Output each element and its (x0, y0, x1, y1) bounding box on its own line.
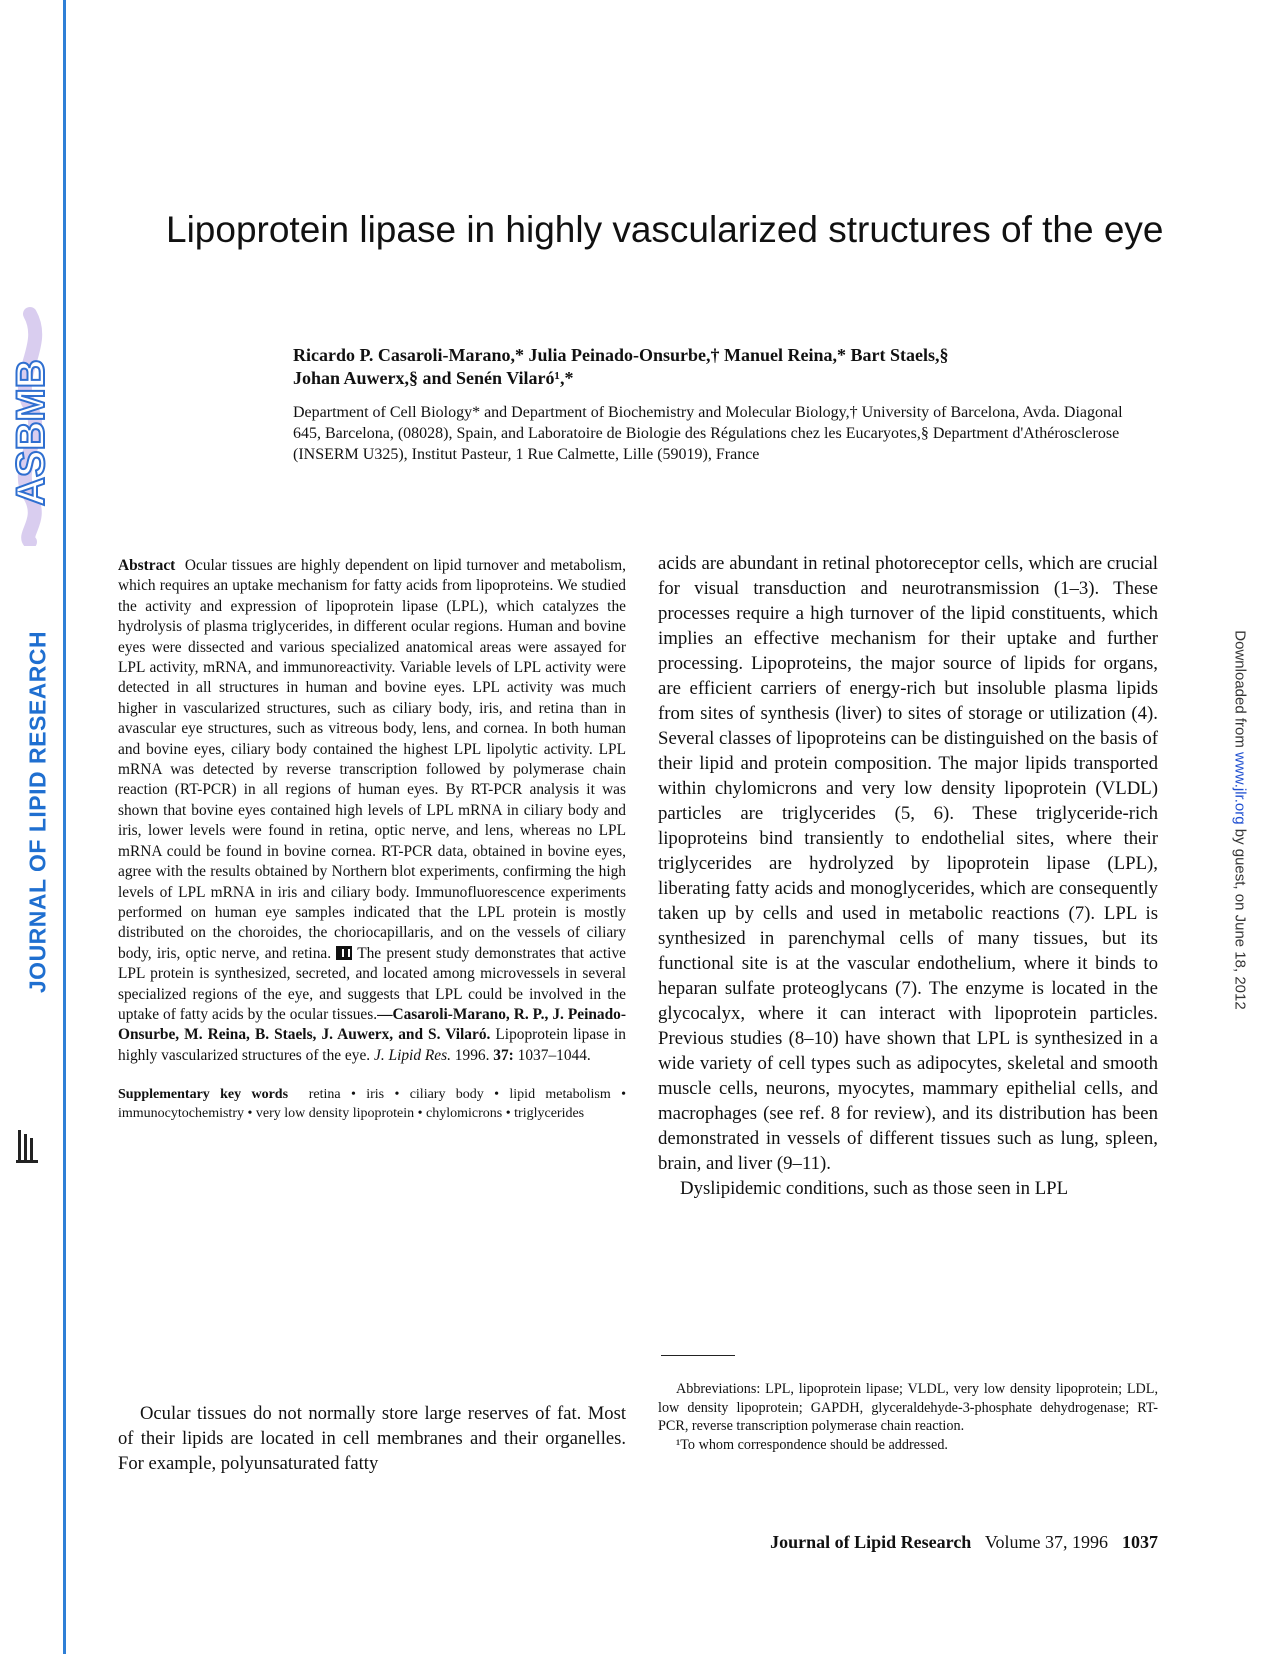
download-note-suffix: by guest, on June 18, 2012 (1231, 824, 1249, 1010)
jlr-mark-icon (336, 946, 352, 960)
download-link[interactable]: www.jlr.org (1231, 752, 1249, 825)
authors-line-2: Johan Auwerx,§ and Senén Vilaró¹,* (293, 368, 574, 388)
download-note-prefix: Downloaded from (1231, 630, 1249, 753)
affiliation: Department of Cell Biology* and Department of Biochemistry and Molecular Biology,† University of Barcelona, Avda. Diagonal 645, Barcelona, (08028), Spain, and Laboratoire de Biologie des Régulations chez les Eucaryotes,§ Department d'Athérosclerose (INSERM U325), Institut Pasteur, 1 Rue Calmette, Lille (59019), France (293, 404, 1123, 463)
citation-title: Lipoprotein lipase in highly vascularized structures of the eye. (118, 1026, 627, 1064)
footer-journal: Journal of Lipid Research (770, 1532, 972, 1552)
intro-paragraph-right-2: Dyslipidemic conditions, such as those seen in LPL (680, 1178, 1069, 1199)
abstract-body: Ocular tissues are highly dependent on lipid turnover and metabolism, which requires an uptake mechanism for fatty acids from lipoproteins. We studied the activity and expression of lipoprotein lipase (LPL), which catalyzes the hydrolysis of plasma triglycerides, in different ocular regions. Human and bovine eyes were dissected and various specialized anatomical areas were assayed for LPL activity, mRNA, and immunoreactivity. Variable levels of LPL activity were detected in all structures in human and bovine eyes. LPL activity was much higher in vascularized structures, such as ciliary body, iris, and retina than in avascular eye structures, such as vitreous body, lens, and cornea. In both human and bovine eyes, ciliary body contained the highest LPL lipolytic activity. LPL mRNA was detected by reverse transcription followed by polymerase chain reaction (RT-PCR) in all regions of human eyes. By RT-PCR analysis it was shown that bovine eyes contained high levels of LPL mRNA in ciliary body and iris, lower levels were found in retina, optic nerve, and lens, whereas no LPL mRNA could be found in bovine cornea. RT-PCR data, obtained in bovine eyes, agree with the results obtained by Northern blot experiments, confirming the high levels of LPL mRNA in iris and ciliary body. Immunofluorescence experiments performed on human eye samples indicated that the LPL protein is mostly distributed on the choroides, the choriocapillaris, and on the vessels of ciliary body, iris, optic nerve, and retina. (118, 557, 627, 962)
intro-paragraph-right: acids are abundant in retinal photoreceptor cells, which are crucial for visual transduction and neurotransmission (1–3). These processes require a high turnover of the lipid constituents, which implies an effective mechanism for their uptake and further processing. Lipoproteins, the major source of lipids for organs, are efficient carriers of energy-rich but insoluble plasma lipids from sites of synthesis (liver) to sites of storage or utilization (4). Several classes of lipoproteins can be distinguished on the basis of their lipid and protein composition. The major lipids transported within chylomicrons and very low density lipoprotein (VLDL) particles are triglycerides (5, 6). These triglyceride-rich lipoproteins bind transiently to endothelial sites, where their triglycerides are hydrolyzed by lipoprotein lipase (LPL), liberating fatty acids and monoglycerides, which are consequently taken up by cells and used in metabolic reactions (7). LPL is synthesized in parenchymal cells of many tissues, but its functional site is at the vascular endothelium, where it binds to heparan sulfate proteoglycans (7). The enzyme is located in the glycocalyx, where it can interact with lipoprotein particles. Previous studies (8–10) have shown that LPL is synthesized in a wide variety of cell types such as adipocytes, skeletal and smooth muscle cells, neurons, myocytes, mammary epithelial cells, and macrophages (see ref. 8 for review), and its distribution has been demonstrated in vessels of different tissues such as lung, spleen, brain, and liver (9–11). (658, 553, 1158, 1174)
abstract (118, 556, 626, 1066)
citation-pages: 1037–1044. (513, 1046, 591, 1064)
article-title: Lipoprotein lipase in highly vascularized structures of the eye (166, 209, 1164, 250)
page-number: 1037 (1122, 1532, 1158, 1552)
keywords (118, 1086, 626, 1123)
footnote-abbreviations: Abbreviations: LPL, lipoprotein lipase; VLDL, very low density lipoprotein; LDL, low density lipoprotein; GAPDH, glyceraldehyde-3-phosphate dehydrogenase; RT-PCR, reverse transcription polymerase chain reaction. (658, 1381, 1158, 1435)
journal-name-vertical: JOURNAL OF LIPID RESEARCH (24, 630, 51, 994)
page-footer (720, 1532, 1158, 1553)
footnote-divider (661, 1355, 735, 1356)
footnote-correspondence: ¹To whom correspondence should be addressed. (676, 1436, 948, 1453)
asbmb-logo-text: ASBMB (9, 359, 53, 506)
download-note (1232, 630, 1249, 1009)
author-list (293, 344, 1153, 390)
right-column (658, 551, 1158, 1201)
footnotes (658, 1380, 1158, 1454)
citation-authors: —Casaroli-Marano, R. P., J. Peinado-Onsurbe, M. Reina, B. Staels, J. Auwerx, and S. Vilaró. (118, 1005, 626, 1044)
keywords-label: Supplementary key words (118, 1087, 289, 1103)
abstract-label: Abstract (118, 557, 176, 574)
authors-line-1: Ricardo P. Casaroli-Marano,* Julia Peinado-Onsurbe,† Manuel Reina,* Bart Staels,§ (293, 345, 949, 365)
citation-journal: J. Lipid Res. (374, 1046, 451, 1064)
citation-volume: 37: (493, 1046, 514, 1064)
footer-volume: Volume 37, 1996 (984, 1532, 1108, 1552)
asbmb-logo (0, 306, 60, 546)
keywords-list: retina • iris • ciliary body • lipid metabolism • immunocytochemistry • very low density lipoprotein • chylomicrons • triglycerides (118, 1087, 626, 1121)
citation-year: 1996. (450, 1046, 494, 1064)
intro-paragraph-left: Ocular tissues do not normally store large reserves of fat. Most of their lipids are located in cell membranes and their organelles. For example, polyunsaturated fatty (118, 1403, 626, 1474)
abstract-body-2: The present study demonstrates that active LPL protein is synthesized, secreted, and located among microvessels in several specialized regions of the eye, and suggests that LPL could be involved in the uptake of fatty acids by the ocular tissues. (118, 944, 626, 1023)
left-column (118, 556, 626, 1123)
jlr-logo-icon (16, 1128, 38, 1164)
